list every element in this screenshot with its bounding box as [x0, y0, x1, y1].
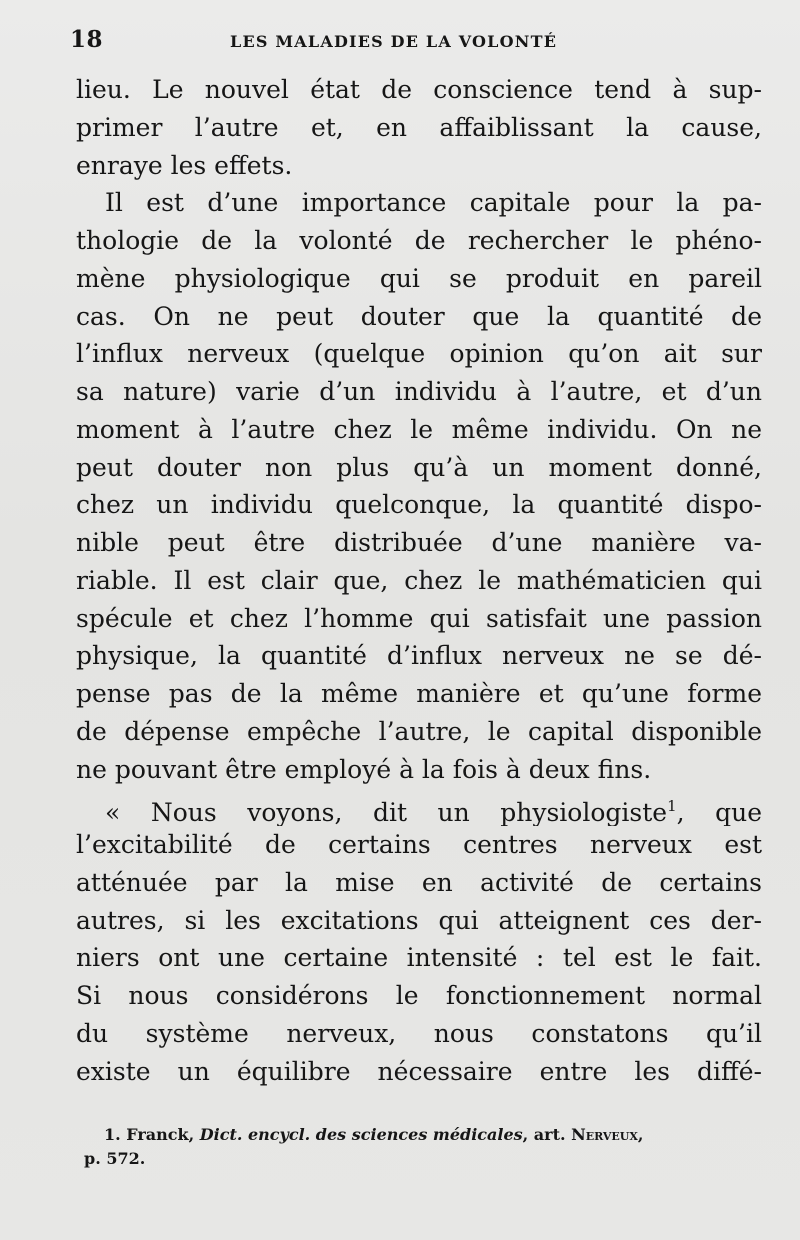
text-line: Il est d’une importance capitale pour la pa- — [105, 188, 762, 218]
text-line: primer l’autre et, en affaiblissant la cause, — [76, 112, 762, 142]
text-line: thologie de la volonté de rechercher le phéno- — [76, 226, 762, 255]
text-line: Si nous considérons le fonctionnement normal — [76, 981, 762, 1010]
text-line: autres, si les excitations qui atteignent ces der- — [76, 905, 762, 935]
footnote-article-prefix: , art. — [522, 1125, 566, 1144]
text-line: cas. On ne peut douter que la quantité de — [76, 301, 762, 331]
page-number: 18 — [70, 26, 104, 53]
footnote — [84, 1123, 760, 1171]
text-line: nible peut être distribuée d’une manière va- — [76, 528, 762, 557]
footnote-author: Franck, — [126, 1125, 195, 1144]
footnote-title: Dict. encycl. des sciences médicales — [199, 1125, 523, 1144]
text-line: existe un équilibre nécessaire entre les diffé- — [76, 1056, 762, 1086]
page-header — [70, 26, 760, 60]
text-line: sa nature) varie d’un individu à l’autre, et d’un — [76, 377, 762, 406]
body-text — [76, 71, 762, 1090]
text-line: niers ont une certaine intensité : tel est le fait. — [76, 943, 762, 973]
footnote-article-name: Nerveux, — [571, 1125, 644, 1144]
text-fragment: , que — [676, 798, 762, 826]
running-title: LES MALADIES DE LA VOLONTÉ — [230, 32, 558, 51]
text-line: spécule et chez l’homme qui satisfait une passion — [76, 603, 762, 633]
text-line: mène physiologique qui se produit en pareil — [76, 263, 762, 293]
text-line: du système nerveux, nous constatons qu’il — [76, 1018, 762, 1048]
text-line: de dépense empêche l’autre, le capital disponible — [76, 716, 762, 746]
text-line: peut douter non plus qu’à un moment donné, — [76, 452, 762, 482]
text-line: l’influx nerveux (quelque opinion qu’on ait sur — [76, 339, 762, 369]
text-line: physique, la quantité d’influx nerveux ne se dé- — [76, 641, 762, 671]
text-line: l’excitabilité de certains centres nerveux est — [76, 830, 762, 859]
footnote-number: 1. — [104, 1125, 121, 1144]
text-line: pense pas de la même manière et qu’une forme — [76, 679, 762, 708]
text-line: atténuée par la mise en activité de certains — [76, 867, 762, 897]
footnote-line — [84, 1123, 760, 1147]
text-fragment: « Nous voyons, dit un physiologiste — [105, 798, 668, 826]
text-line: ne pouvant être employé à la fois à deux fins. — [76, 754, 652, 784]
text-line: riable. Il est clair que, chez le mathématicien qui — [76, 565, 762, 595]
footnote-page: p. 572. — [84, 1149, 146, 1168]
text-line-with-footnote-ref — [76, 788, 762, 826]
text-line: chez un individu quelconque, la quantité dispo- — [76, 490, 762, 520]
footnote-reference-mark: 1 — [667, 797, 677, 816]
text-line: lieu. Le nouvel état de conscience tend à sup- — [76, 75, 762, 104]
text-line: enraye les effets. — [76, 150, 293, 180]
text-line: moment à l’autre chez le même individu. On ne — [76, 414, 762, 444]
